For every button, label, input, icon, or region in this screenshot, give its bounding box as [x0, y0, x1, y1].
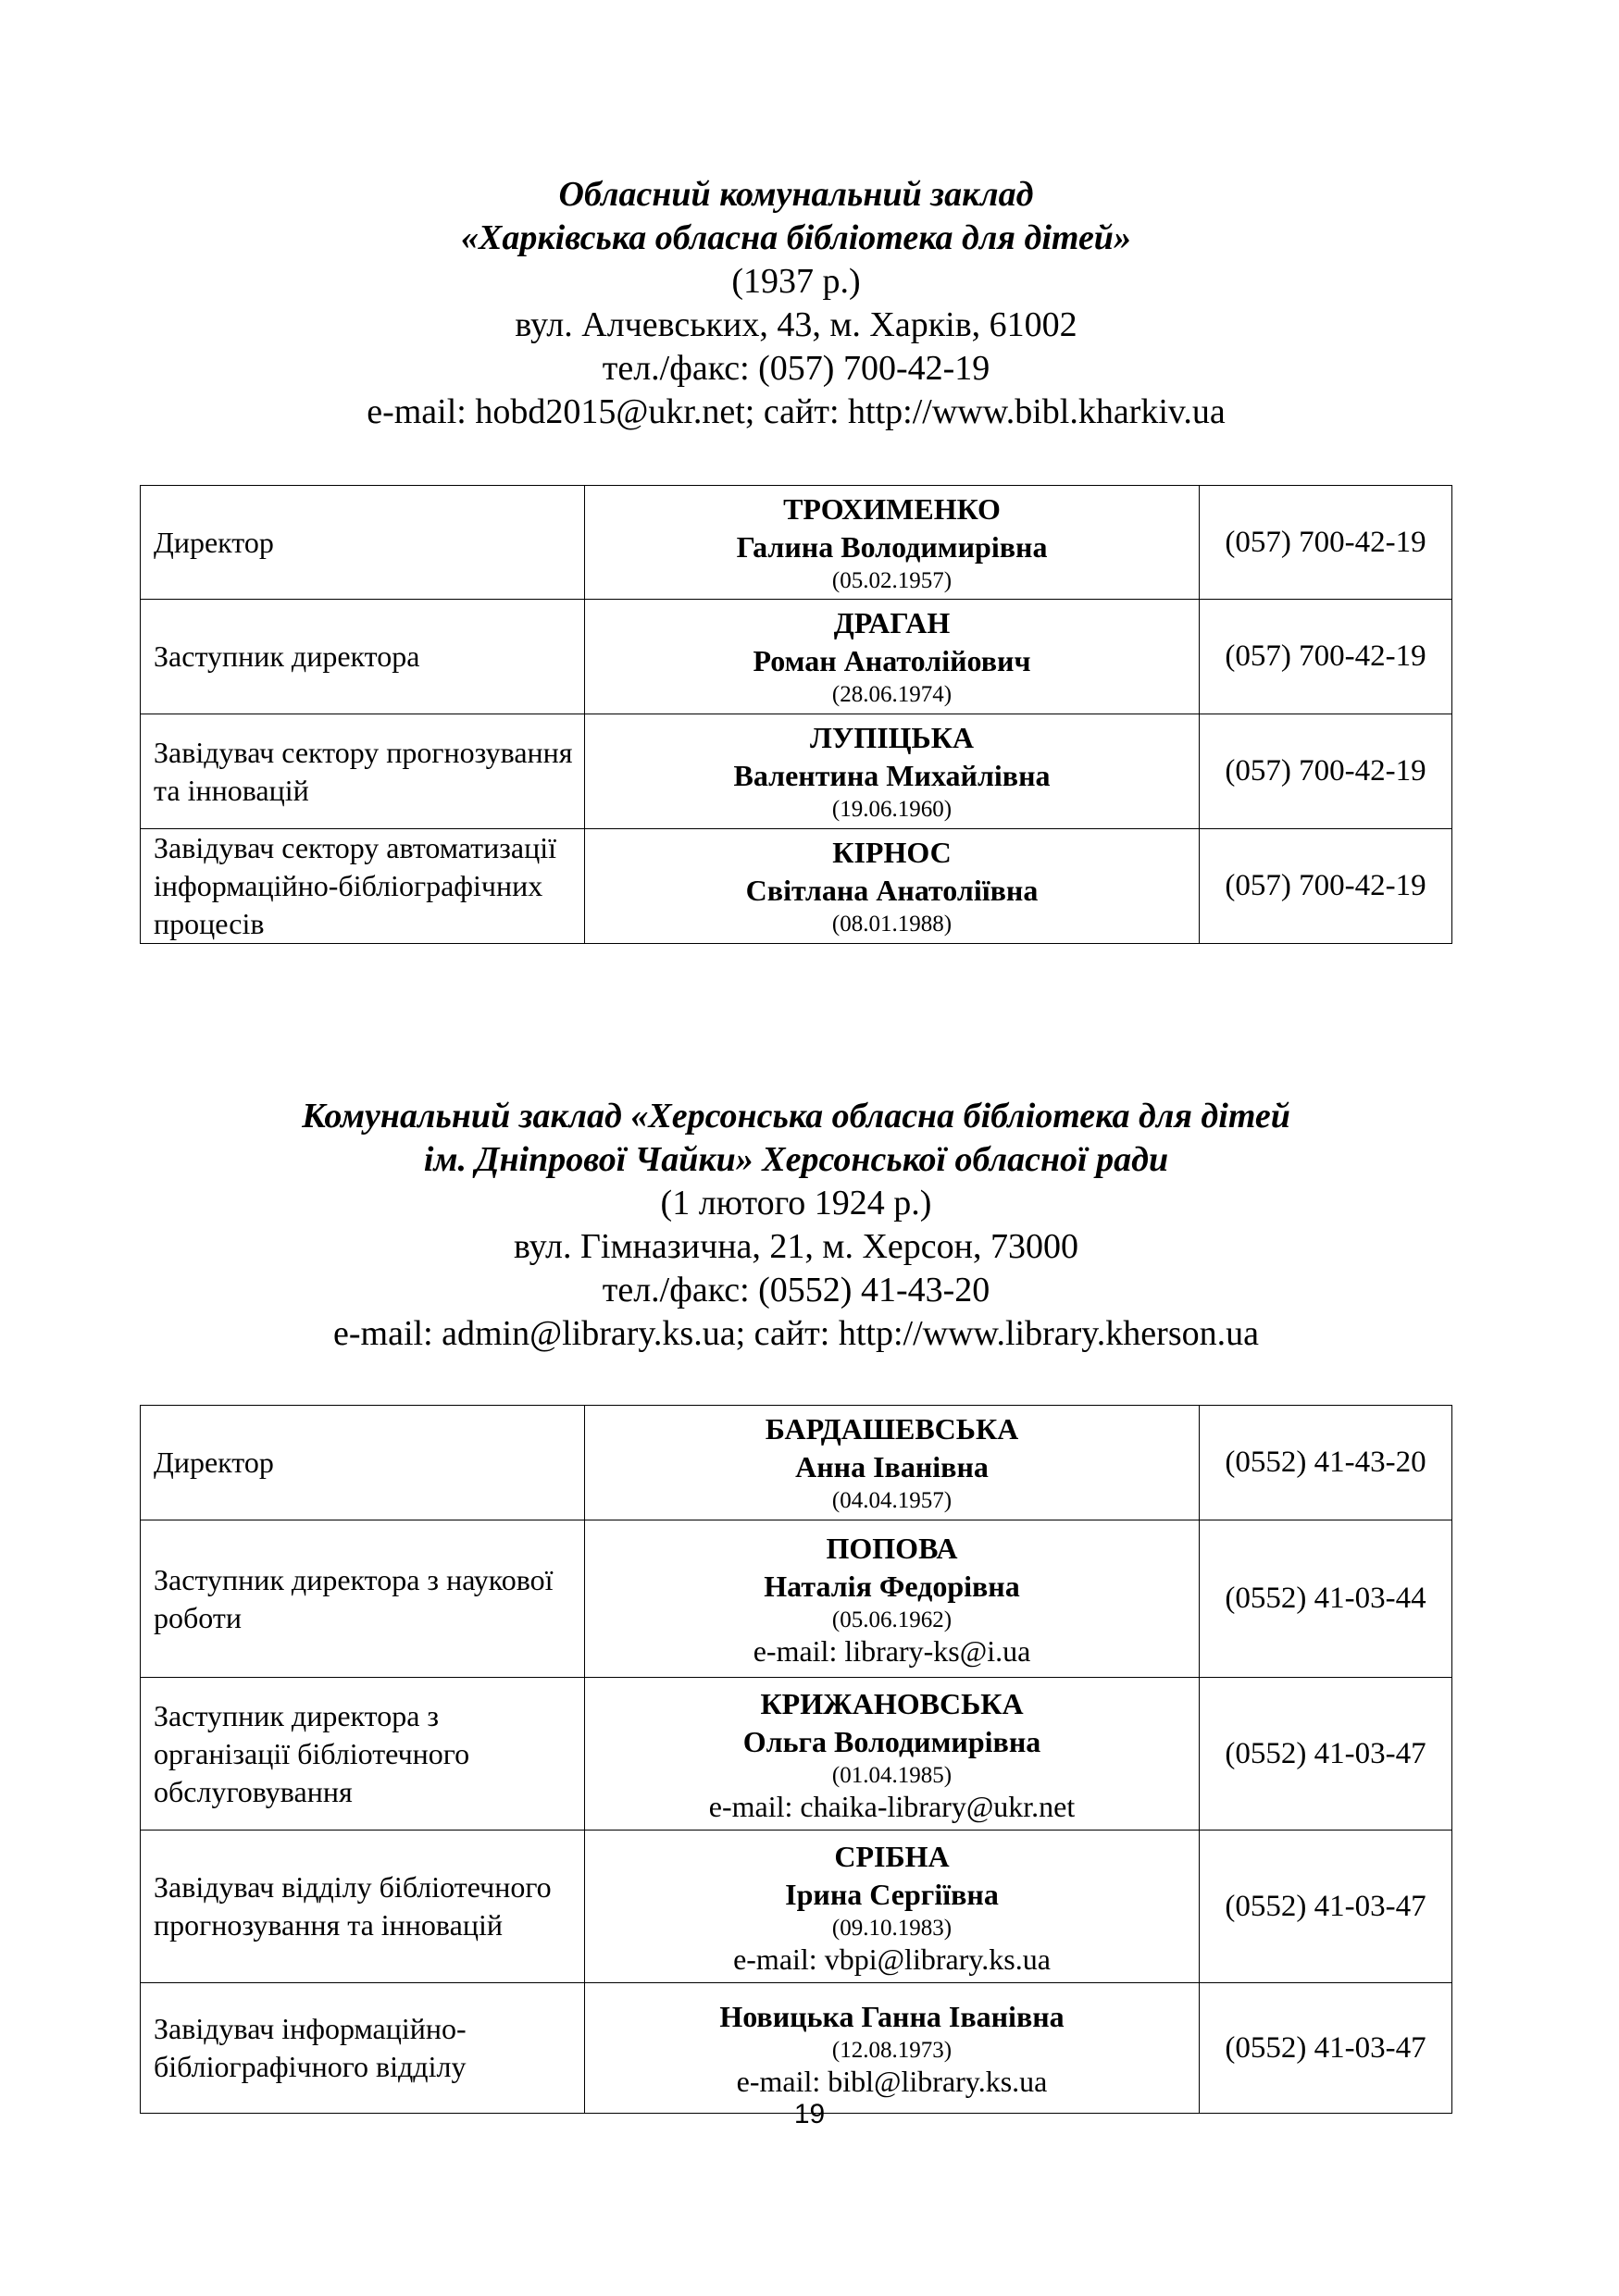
person-cell: [585, 714, 1200, 829]
person-surname: ПОПОВА: [826, 1532, 958, 1565]
table-row: [141, 1520, 1452, 1678]
phone-cell: (057) 700-42-19: [1200, 486, 1452, 600]
person-email: e-mail: bibl@library.ks.ua: [736, 2065, 1048, 2098]
person-surname: БАРДАШЕВСЬКА: [765, 1412, 1019, 1446]
institution-title: Комунальний заклад «Херсонська обласна бібліотека для дітей: [302, 1097, 1290, 1136]
table-row: [141, 1983, 1452, 2114]
table-row: [141, 829, 1452, 944]
person-surname: ТРОХИМЕНКО: [783, 491, 1001, 526]
person-cell: [585, 600, 1200, 714]
person-birthdate: (01.04.1985): [831, 1762, 953, 1788]
founded-year: (1937 р.): [731, 262, 861, 301]
phone-cell: (0552) 41-43-20: [1200, 1406, 1452, 1520]
staff-rows: [141, 486, 1452, 944]
person-birthdate: (19.06.1960): [831, 797, 953, 822]
position-cell: Завідувач інформаційно-бібліографічного відділу: [141, 1983, 585, 2114]
institution-title: ім. Дніпрової Чайки» Херсонської обласної ради: [423, 1140, 1169, 1179]
person-email: e-mail: library-ks@i.ua: [753, 1634, 1031, 1668]
person-name: Анна Іванівна: [795, 1450, 989, 1483]
person-name: Галина Володимирівна: [736, 529, 1048, 564]
person-name: Валентина Михайлівна: [733, 759, 1051, 792]
staff-table-kherson: [140, 1405, 1452, 2114]
person-surname: КРИЖАНОВСЬКА: [760, 1686, 1024, 1720]
institution-title: «Харківська обласна бібліотека для дітей»: [461, 218, 1131, 257]
person-surname: ЛУПІЦЬКА: [809, 721, 975, 754]
phone-cell: (0552) 41-03-47: [1200, 1983, 1452, 2114]
person-name: Ірина Сергіївна: [785, 1877, 999, 1911]
person-surname: КІРНОС: [832, 836, 952, 869]
position-cell: Заступник директора: [141, 600, 585, 714]
phone-cell: (057) 700-42-19: [1200, 714, 1452, 829]
person-cell: [585, 829, 1200, 944]
position-cell: Заступник директора з організації бібліотечного обслуговування: [141, 1678, 585, 1831]
table-row: [141, 600, 1452, 714]
position-cell: Директор: [141, 1406, 585, 1520]
section-kharkiv-header: [139, 173, 1453, 434]
table-row: [141, 714, 1452, 829]
email-website: e-mail: admin@library.ks.ua; сайт: http://www.library.kherson.ua: [333, 1314, 1259, 1353]
phone-fax: тел./факс: (057) 700-42-19: [602, 349, 990, 388]
email-website: e-mail: hobd2015@ukr.net; сайт: http://www.bibl.kharkiv.ua: [367, 392, 1226, 431]
founded-date: (1 лютого 1924 р.): [660, 1184, 932, 1222]
phone-cell: (0552) 41-03-47: [1200, 1678, 1452, 1831]
phone-cell: (057) 700-42-19: [1200, 829, 1452, 944]
table-row: [141, 1406, 1452, 1520]
page-number: 19: [793, 2099, 826, 2129]
table-row: [141, 486, 1452, 600]
person-cell: [585, 1406, 1200, 1520]
position-cell: Директор: [141, 486, 585, 600]
person-birthdate: (05.06.1962): [831, 1607, 953, 1632]
person-name: Роман Анатолійович: [753, 644, 1031, 677]
person-birthdate: (08.01.1988): [831, 912, 953, 937]
institution-title: Обласний комунальний заклад: [558, 175, 1034, 214]
person-birthdate: (05.02.1957): [831, 567, 953, 593]
address: вул. Алчевських, 43, м. Харків, 61002: [515, 305, 1077, 344]
phone-cell: (0552) 41-03-47: [1200, 1831, 1452, 1983]
table-row: [141, 1831, 1452, 1983]
phone-cell: (0552) 41-03-44: [1200, 1520, 1452, 1678]
person-cell: [585, 1983, 1200, 2114]
phone-cell: (057) 700-42-19: [1200, 600, 1452, 714]
position-cell: Завідувач сектору прогнозування та інновацій: [141, 714, 585, 829]
address: вул. Гімназична, 21, м. Херсон, 73000: [514, 1227, 1078, 1266]
section-kherson-header: [139, 1095, 1453, 1356]
position-cell: Заступник директора з наукової роботи: [141, 1520, 585, 1678]
person-name: Ольга Володимирівна: [742, 1724, 1041, 1758]
person-cell: [585, 1831, 1200, 1983]
person-name: Світлана Анатоліївна: [745, 874, 1039, 907]
person-email: e-mail: chaika-library@ukr.net: [708, 1789, 1076, 1823]
person-cell: [585, 1520, 1200, 1678]
person-cell: [585, 486, 1200, 600]
staff-rows: [141, 1406, 1452, 2114]
person-surname: ДРАГАН: [833, 606, 951, 639]
phone-fax: тел./факс: (0552) 41-43-20: [602, 1271, 990, 1309]
table-row: [141, 1678, 1452, 1831]
person-birthdate: (04.04.1957): [831, 1488, 953, 1513]
person-name: Новицька Ганна Іванівна: [719, 2000, 1065, 2033]
position-cell: Завідувач сектору автоматизації інформаційно-бібліографічних процесів: [141, 829, 585, 944]
position-cell: Завідувач відділу бібліотечного прогнозування та інновацій: [141, 1831, 585, 1983]
person-birthdate: (28.06.1974): [831, 682, 953, 707]
person-email: e-mail: vbpi@library.ks.ua: [733, 1942, 1051, 1976]
person-birthdate: (12.08.1973): [831, 2038, 953, 2063]
person-name: Наталія Федорівна: [764, 1570, 1020, 1603]
person-surname: СРІБНА: [834, 1839, 950, 1873]
person-birthdate: (09.10.1983): [831, 1915, 953, 1941]
person-cell: [585, 1678, 1200, 1831]
staff-table-kharkiv: [140, 485, 1452, 944]
